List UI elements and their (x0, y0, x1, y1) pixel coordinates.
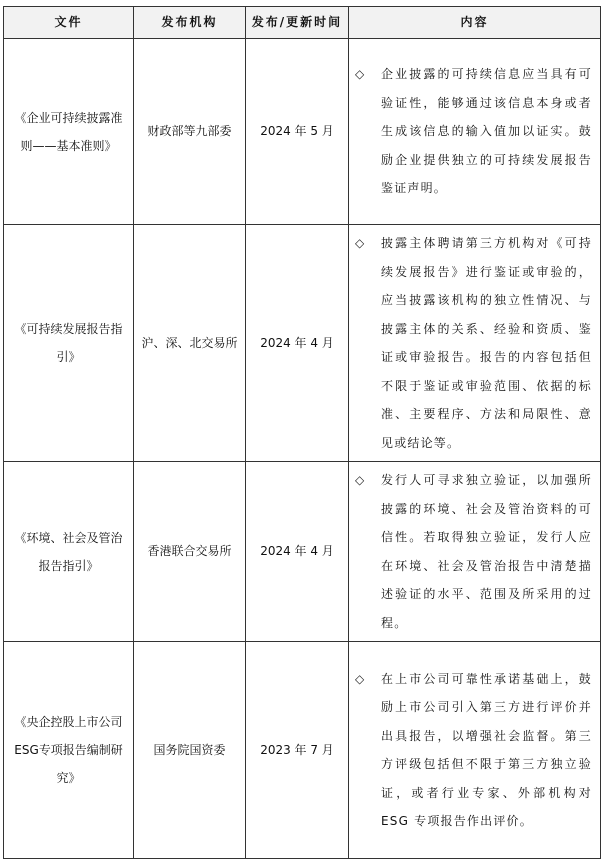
file-cell: 《可持续发展报告指引》 (4, 225, 134, 462)
content-cell (349, 39, 601, 225)
diamond-outline-icon: ◇ (355, 473, 365, 487)
regulation-table (3, 6, 601, 859)
table-row (4, 462, 601, 642)
table-row (4, 642, 601, 859)
date-cell: 2024 年 4 月 (246, 462, 349, 642)
header-date: 发布/更新时间 (246, 7, 349, 39)
file-cell: 《环境、社会及管治报告指引》 (4, 462, 134, 642)
content-text: 发行人可寻求独立验证，以加强所披露的环境、社会及管治资料的可信性。若取得独立验证，发行人应在环境、社会及管治报告中清楚描述验证的水平、范围及所采用的过程。 (381, 473, 592, 630)
file-cell: 《央企控股上市公司ESG专项报告编制研究》 (4, 642, 134, 859)
date-cell: 2023 年 7 月 (246, 642, 349, 859)
content-text: 在上市公司可靠性承诺基础上，鼓励上市公司引入第三方进行评价并出具报告，以增强社会监督。第三方评级包括但不限于第三方独立验证，或者行业专家、外部机构对 ESG 专项报告作出评价。 (381, 671, 592, 828)
content-text: 披露主体聘请第三方机构对《可持续发展报告》进行鉴证或审验的，应当披露该机构的独立性情况、与披露主体的关系、经验和资质、鉴证或审验报告。报告的内容包括但不限于鉴证或审验范围、依据的标准、主要程序、方法和局限性、意见或结论等。 (381, 236, 592, 450)
diamond-outline-icon: ◇ (355, 236, 365, 250)
org-cell: 财政部等九部委 (134, 39, 246, 225)
header-file: 文件 (4, 7, 134, 39)
content-cell (349, 462, 601, 642)
content-text: 企业披露的可持续信息应当具有可验证性，能够通过该信息本身或者生成该信息的输入值加以证实。鼓励企业提供独立的可持续发展报告鉴证声明。 (381, 67, 592, 196)
header-content: 内容 (349, 7, 601, 39)
org-cell: 沪、深、北交易所 (134, 225, 246, 462)
content-cell (349, 642, 601, 859)
diamond-outline-icon: ◇ (355, 67, 365, 82)
date-cell: 2024 年 4 月 (246, 225, 349, 462)
date-cell: 2024 年 5 月 (246, 39, 349, 225)
header-org: 发布机构 (134, 7, 246, 39)
table-row (4, 225, 601, 462)
file-cell: 《企业可持续披露准则——基本准则》 (4, 39, 134, 225)
org-cell: 国务院国资委 (134, 642, 246, 859)
diamond-outline-icon: ◇ (355, 671, 365, 686)
table-header-row (4, 7, 601, 39)
table-row (4, 39, 601, 225)
content-cell (349, 225, 601, 462)
org-cell: 香港联合交易所 (134, 462, 246, 642)
